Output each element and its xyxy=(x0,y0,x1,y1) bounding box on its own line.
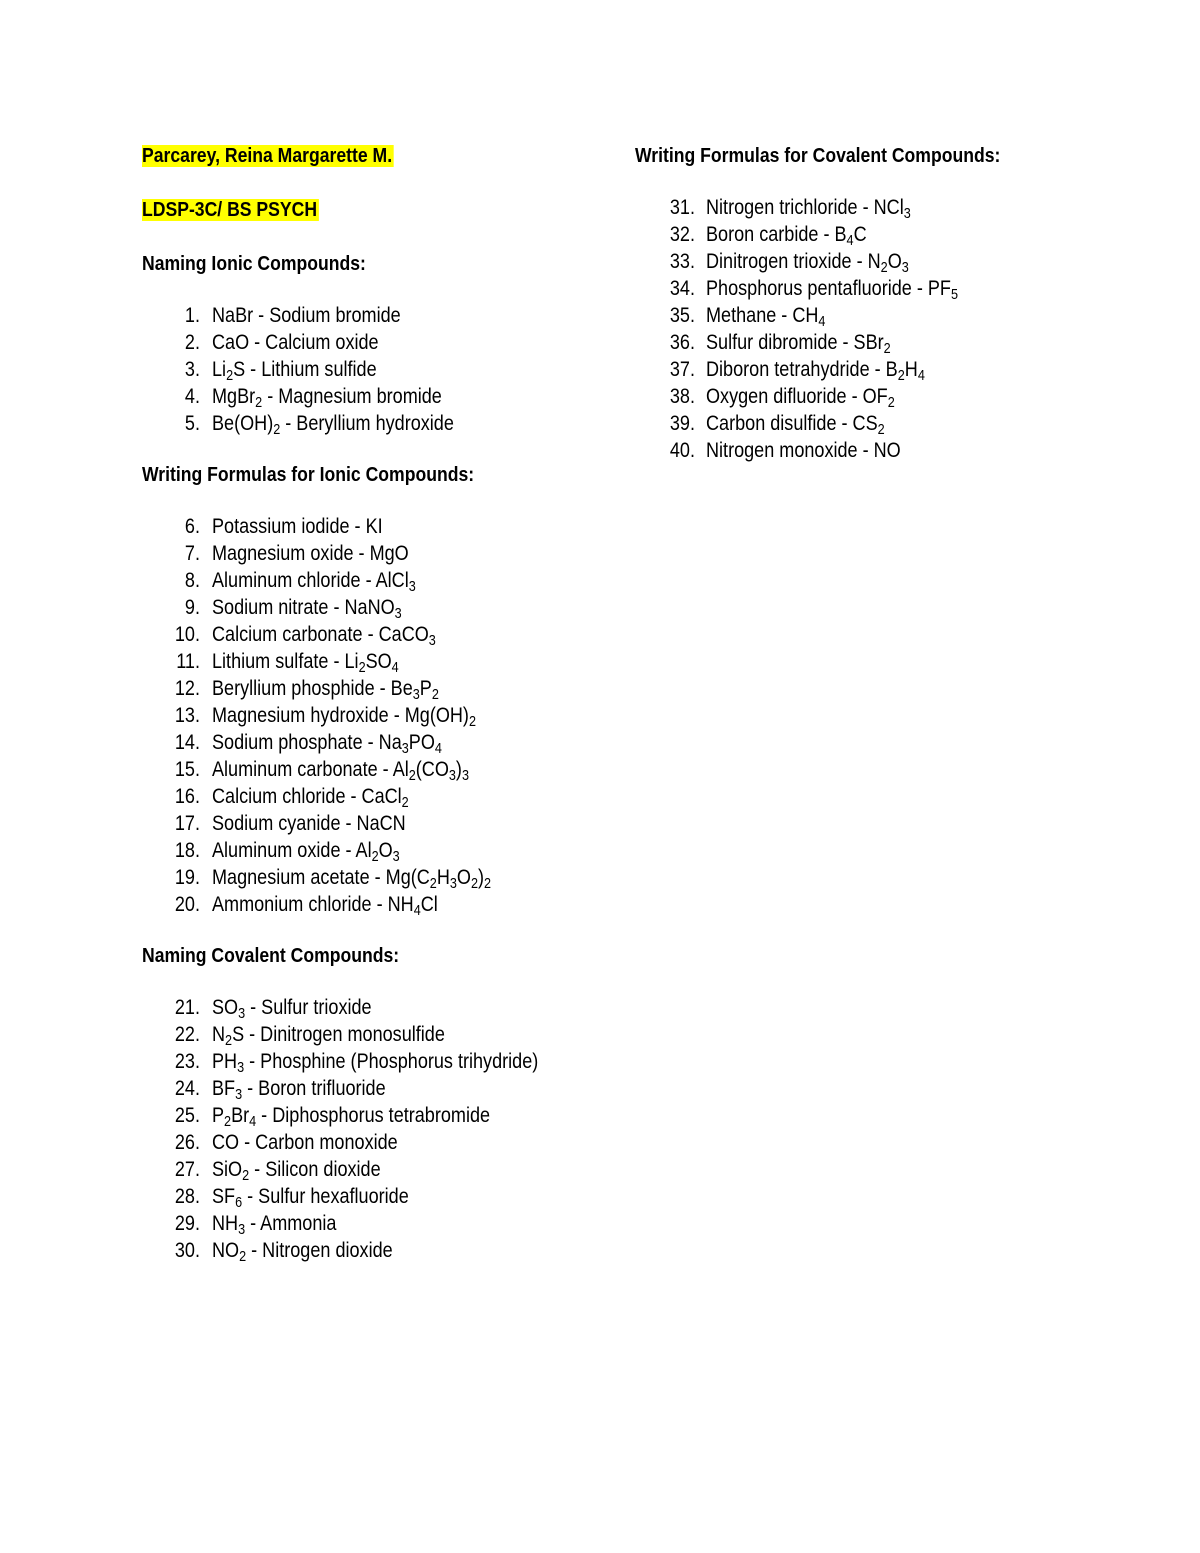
list-item xyxy=(635,248,1115,275)
list-item xyxy=(142,1183,612,1210)
list-item-text: Methane - $CH_4$ xyxy=(706,304,826,331)
section-title-naming-ionic: Naming Ionic Compounds: xyxy=(142,253,366,275)
list-item-number: 37. xyxy=(669,358,695,381)
list-item-number: 8. xyxy=(184,569,200,592)
list-item-number: 18. xyxy=(174,839,200,862)
list-item xyxy=(142,1210,612,1237)
list-item-text: Boron carbide - $B_4C$ xyxy=(706,223,867,250)
list-item-text: Magnesium hydroxide - $Mg(OH)_2$ xyxy=(212,704,476,731)
list-item-number: 16. xyxy=(174,785,200,808)
list-item xyxy=(142,702,612,729)
section-heading xyxy=(142,194,556,226)
list-item-text: Carbon disulfide - $CS_2$ xyxy=(706,412,885,439)
list-item xyxy=(142,1075,612,1102)
list-item-number: 26. xyxy=(174,1131,200,1154)
list-item-number: 23. xyxy=(174,1050,200,1073)
list-item-text: Potassium iodide - KI xyxy=(212,515,383,538)
list-item-number: 21. xyxy=(174,996,200,1019)
list-item-number: 2. xyxy=(184,331,200,354)
list-item-number: 29. xyxy=(174,1212,200,1235)
list-item xyxy=(142,383,612,410)
list-item-text: $NH_3$ - Ammonia xyxy=(212,1212,337,1239)
list-item-text: Aluminum carbonate - $Al_2(CO_3)_3$ xyxy=(212,758,469,785)
list-item-text: Diboron tetrahydride - $B_2H_4$ xyxy=(706,358,925,385)
list-item xyxy=(142,1048,612,1075)
list-item-number: 34. xyxy=(669,277,695,300)
list-item-text: Sulfur dibromide - SBr$_2$ xyxy=(706,331,891,358)
list-item-number: 10. xyxy=(174,623,200,646)
list-item-number: 27. xyxy=(174,1158,200,1181)
list-item xyxy=(142,594,612,621)
list-item-text: Ammonium chloride - $NH_4Cl$ xyxy=(212,893,438,920)
list-item xyxy=(635,275,1115,302)
list-item xyxy=(635,221,1115,248)
list-item-number: 13. xyxy=(174,704,200,727)
list-item-text: NaBr - Sodium bromide xyxy=(212,304,401,327)
list-item-text: $NO_2$ - Nitrogen dioxide xyxy=(212,1239,393,1266)
list-item xyxy=(142,410,612,437)
list-item xyxy=(142,837,612,864)
list-item xyxy=(635,194,1115,221)
list-item-text: Magnesium oxide - MgO xyxy=(212,542,409,565)
list-item-text: CaO - Calcium oxide xyxy=(212,331,379,354)
list-item-number: 33. xyxy=(669,250,695,273)
list-item xyxy=(142,648,612,675)
list-item-number: 32. xyxy=(669,223,695,246)
list-item-text: Sodium phosphate - $Na_3PO_4$ xyxy=(212,731,442,758)
list-item-number: 12. xyxy=(174,677,200,700)
list-item-text: $P_2Br_4$ - Diphosphorus tetrabromide xyxy=(212,1104,491,1131)
list-item-text: Calcium carbonate - CaCO$_3$ xyxy=(212,623,436,650)
list-item xyxy=(142,621,612,648)
list-item-text: Magnesium acetate - $Mg(C_2H_3O_2)_2$ xyxy=(212,866,492,893)
list-item xyxy=(142,1129,612,1156)
list-item-text: Sodium nitrate - NaNO$_3$ xyxy=(212,596,402,623)
list-item xyxy=(142,994,612,1021)
list-item-text: Aluminum chloride - AlCl$_3$ xyxy=(212,569,416,596)
list-item-number: 6. xyxy=(184,515,200,538)
left-column xyxy=(142,140,612,1264)
list-item xyxy=(142,302,612,329)
section-title-formulas-ionic: Writing Formulas for Ionic Compounds: xyxy=(142,464,475,486)
list-item xyxy=(142,540,612,567)
list-item xyxy=(142,810,612,837)
list-item xyxy=(635,329,1115,356)
list-item-number: 39. xyxy=(669,412,695,435)
section-title-formulas-covalent: Writing Formulas for Covalent Compounds: xyxy=(635,145,1001,167)
list-item xyxy=(142,1237,612,1264)
list-item-text: $SO_3$ - Sulfur trioxide xyxy=(212,996,372,1023)
list-item-number: 5. xyxy=(184,412,200,435)
list-item-text: Beryllium phosphide - $Be_3P_2$ xyxy=(212,677,439,704)
list-item-number: 19. xyxy=(174,866,200,889)
list-item-text: $PH_3$ - Phosphine (Phosphorus trihydride) xyxy=(212,1050,539,1077)
list-item xyxy=(142,756,612,783)
section-title-naming-covalent: Naming Covalent Compounds: xyxy=(142,945,400,967)
list-item xyxy=(635,356,1115,383)
list-item-number: 11. xyxy=(176,650,200,673)
list-item xyxy=(142,729,612,756)
list-item-text: $BF_3$ - Boron trifluoride xyxy=(212,1077,386,1104)
list-item-text: $N_2S$ - Dinitrogen monosulfide xyxy=(212,1023,445,1050)
list-item xyxy=(142,1156,612,1183)
list-item xyxy=(142,513,612,540)
list-item-number: 7. xyxy=(184,542,200,565)
list-item-number: 35. xyxy=(669,304,695,327)
student-name: Parcarey, Reina Margarette M. xyxy=(142,145,393,167)
list-naming-covalent xyxy=(142,994,612,1264)
list-item xyxy=(142,1102,612,1129)
list-item-text: $Li_2S$ - Lithium sulfide xyxy=(212,358,377,385)
list-item-number: 36. xyxy=(669,331,695,354)
list-item xyxy=(142,356,612,383)
list-item-number: 17. xyxy=(174,812,200,835)
list-item-text: Sodium cyanide - NaCN xyxy=(212,812,406,835)
list-item-number: 15. xyxy=(174,758,200,781)
list-item-number: 20. xyxy=(174,893,200,916)
list-item-text: Lithium sulfate - $Li_2SO_4$ xyxy=(212,650,399,677)
list-item-number: 14. xyxy=(174,731,200,754)
list-item xyxy=(635,302,1115,329)
list-item-number: 25. xyxy=(174,1104,200,1127)
list-item-number: 28. xyxy=(174,1185,200,1208)
list-item-number: 38. xyxy=(669,385,695,408)
list-item-number: 24. xyxy=(174,1077,200,1100)
list-item-text: Calcium chloride - CaCl$_2$ xyxy=(212,785,409,812)
list-item-number: 31. xyxy=(669,196,695,219)
list-item-number: 22. xyxy=(174,1023,200,1046)
list-item xyxy=(635,437,1115,464)
right-column xyxy=(635,140,1115,464)
list-item xyxy=(142,783,612,810)
list-item-text: CO - Carbon monoxide xyxy=(212,1131,398,1154)
list-item-text: SiO$_2$ - Silicon dioxide xyxy=(212,1158,381,1185)
list-item-number: 30. xyxy=(174,1239,200,1262)
list-item-text: $SF_6$ - Sulfur hexafluoride xyxy=(212,1185,409,1212)
list-item-number: 3. xyxy=(184,358,200,381)
list-item-text: MgBr$_2$ - Magnesium bromide xyxy=(212,385,442,412)
list-item xyxy=(142,567,612,594)
list-item xyxy=(142,329,612,356)
list-item-text: $Be(OH)_2$ - Beryllium hydroxide xyxy=(212,412,454,439)
list-item-number: 9. xyxy=(184,596,200,619)
list-formulas-covalent xyxy=(635,194,1115,464)
list-item xyxy=(635,410,1115,437)
list-item-text: Nitrogen trichloride - NCl$_3$ xyxy=(706,196,911,223)
list-item-text: Phosphorus pentafluoride - $PF_5$ xyxy=(706,277,958,304)
list-item-text: Oxygen difluoride - $OF_2$ xyxy=(706,385,895,412)
list-item-text: Nitrogen monoxide - NO xyxy=(706,439,901,462)
list-item xyxy=(142,891,612,918)
list-formulas-ionic xyxy=(142,513,612,918)
list-item-number: 40. xyxy=(669,439,695,462)
list-item xyxy=(635,383,1115,410)
student-section: LDSP-3C/ BS PSYCH xyxy=(142,199,318,221)
list-item-text: Aluminum oxide - $Al_2O_3$ xyxy=(212,839,400,866)
list-naming-ionic xyxy=(142,302,612,437)
list-item-number: 1. xyxy=(184,304,200,327)
student-name-heading xyxy=(142,140,556,172)
list-item xyxy=(142,675,612,702)
list-item-text: Dinitrogen trioxide - $N_2O_3$ xyxy=(706,250,909,277)
list-item-number: 4. xyxy=(184,385,200,408)
list-item xyxy=(142,864,612,891)
list-item xyxy=(142,1021,612,1048)
